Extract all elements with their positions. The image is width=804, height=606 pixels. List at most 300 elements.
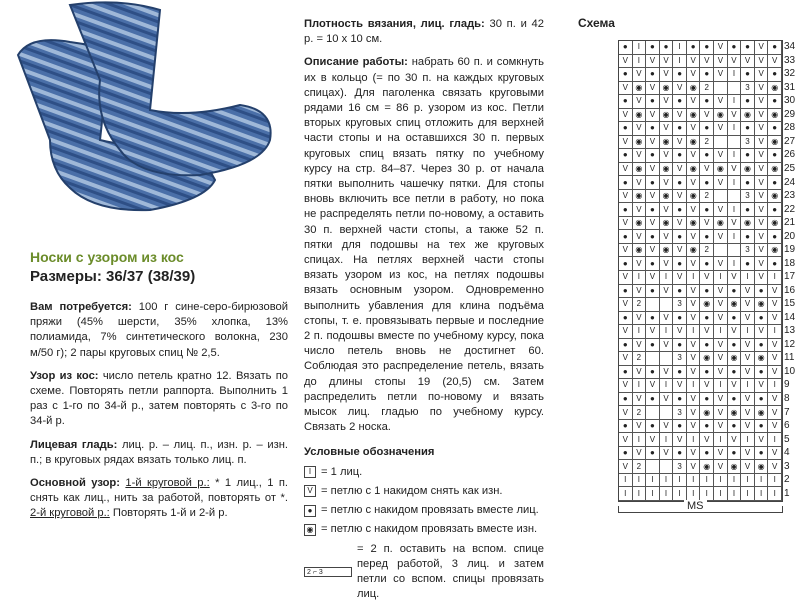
chart-cell: ● — [700, 95, 714, 109]
chart-cell: V — [700, 325, 714, 339]
chart-cell: V — [633, 366, 647, 380]
row-number: 32 — [784, 68, 796, 80]
chart-cell: I — [768, 433, 782, 447]
chart-cell: I — [687, 379, 701, 393]
chart-cell: ● — [728, 366, 742, 380]
chart-cell: V — [700, 271, 714, 285]
chart-cell: I — [633, 41, 647, 55]
chart-cell: I — [673, 41, 687, 55]
row-numbers — [784, 40, 804, 500]
chart-cell: ◉ — [700, 352, 714, 366]
chart-cell: I — [768, 487, 782, 501]
gauge: Плотность вязания, лиц. гладь: 30 п. и 42 р. = 10 x 10 см. — [304, 18, 544, 46]
chart-cell: I — [741, 474, 755, 488]
chart-cell: 2 — [633, 406, 647, 420]
chart-cell: V — [687, 285, 701, 299]
chart-cell: V — [619, 271, 633, 285]
chart-cell: V — [673, 244, 687, 258]
chart-cell: I — [660, 271, 674, 285]
chart-cell: ● — [700, 366, 714, 380]
chart-cell: ◉ — [768, 217, 782, 231]
chart-cell: ◉ — [633, 163, 647, 177]
chart-cell: ◉ — [660, 136, 674, 150]
chart-cell: V — [687, 393, 701, 407]
row-number: 34 — [784, 41, 796, 53]
chart-cell: ◉ — [768, 190, 782, 204]
chart-cell: V — [755, 149, 769, 163]
chart-cell: ● — [619, 420, 633, 434]
chart-cell: V — [741, 420, 755, 434]
chart-cell: I — [714, 325, 728, 339]
chart-cell: ● — [741, 176, 755, 190]
chart-cell — [646, 298, 660, 312]
chart-cell: V — [660, 68, 674, 82]
chart-cell: ● — [646, 447, 660, 461]
chart-cell: V — [714, 447, 728, 461]
chart-cell: I — [673, 55, 687, 69]
chart-cell: 3 — [673, 298, 687, 312]
chart-cell: V — [768, 393, 782, 407]
chart-cell: V — [646, 82, 660, 96]
row-number: 18 — [784, 257, 796, 269]
chart-cell: I — [728, 95, 742, 109]
chart-cell: ● — [741, 41, 755, 55]
chart-cell: ● — [673, 393, 687, 407]
chart-cell: V — [660, 230, 674, 244]
row-number: 27 — [784, 135, 796, 147]
row-number: 16 — [784, 284, 796, 296]
chart-cell: ● — [619, 149, 633, 163]
chart-cell: ◉ — [633, 82, 647, 96]
chart-cell: V — [646, 109, 660, 123]
chart-cell: V — [687, 257, 701, 271]
chart-cell: ● — [755, 339, 769, 353]
chart-cell: ● — [768, 68, 782, 82]
chart-cell: V — [687, 176, 701, 190]
chart-cell: V — [755, 55, 769, 69]
chart-cell: ◉ — [755, 460, 769, 474]
chart-cell: ● — [673, 339, 687, 353]
chart-cell: ● — [755, 312, 769, 326]
chart-cell: V — [714, 176, 728, 190]
row-number: 7 — [784, 406, 790, 418]
chart-cell — [660, 352, 674, 366]
chart-cell: 3 — [741, 136, 755, 150]
chart-cell: V — [714, 68, 728, 82]
row-number: 8 — [784, 393, 790, 405]
chart-cell: ◉ — [687, 163, 701, 177]
chart-cell: V — [660, 420, 674, 434]
chart-cell: V — [728, 379, 742, 393]
chart-cell: I — [728, 149, 742, 163]
chart-cell: 2 — [633, 460, 647, 474]
chart-cell: ◉ — [633, 109, 647, 123]
chart-cell: ● — [700, 339, 714, 353]
chart-cell: V — [660, 176, 674, 190]
chart-cell: I — [768, 474, 782, 488]
chart-cell: ● — [700, 203, 714, 217]
chart-cell: ● — [700, 176, 714, 190]
chart-cell: ● — [646, 95, 660, 109]
chart-cell: V — [673, 433, 687, 447]
legend-item — [304, 503, 544, 518]
chart-cell: 3 — [741, 190, 755, 204]
chart-cell: V — [687, 230, 701, 244]
chart-cell: ● — [700, 393, 714, 407]
chart-cell: ● — [700, 420, 714, 434]
chart-cell: V — [660, 257, 674, 271]
chart-cell: V — [633, 95, 647, 109]
chart-cell: ● — [673, 95, 687, 109]
chart-cell: V — [633, 122, 647, 136]
chart-cell: V — [660, 366, 674, 380]
chart-cell: ● — [768, 149, 782, 163]
chart-cell: V — [673, 271, 687, 285]
chart-cell: ● — [619, 122, 633, 136]
chart-cell: V — [741, 460, 755, 474]
chart-cell: ● — [673, 257, 687, 271]
chart-cell: V — [728, 271, 742, 285]
chart-cell: I — [687, 433, 701, 447]
chart-cell: I — [660, 325, 674, 339]
chart-cell: I — [768, 271, 782, 285]
chart-cell: I — [687, 487, 701, 501]
chart-cell: V — [660, 285, 674, 299]
chart-cell: V — [646, 325, 660, 339]
chart-cell — [646, 352, 660, 366]
chart-cell: V — [687, 55, 701, 69]
chart-cell: V — [673, 190, 687, 204]
row-number: 17 — [784, 271, 796, 283]
chart-cell: V — [700, 55, 714, 69]
legend-text: = петлю с 1 накидом снять как изн. — [321, 484, 503, 497]
chart-cell — [660, 406, 674, 420]
chart-cell: ● — [646, 68, 660, 82]
chart-cell: I — [755, 487, 769, 501]
chart-cell: V — [741, 406, 755, 420]
chart-cell: ● — [660, 41, 674, 55]
chart-cell: ◉ — [768, 136, 782, 150]
chart-cell: I — [633, 487, 647, 501]
row-number: 24 — [784, 176, 796, 188]
main-pattern: Основной узор: 1-й круговой р.: * 1 лиц., 1 п. снять как лиц., нить за работой, повторять от *. 2-й круговой р.: Повторять 1-й и 2-й р. — [30, 477, 288, 520]
chart-cell: ◉ — [741, 109, 755, 123]
chart-cell: V — [660, 55, 674, 69]
chart-cell: V — [768, 298, 782, 312]
chart-cell: V — [728, 433, 742, 447]
chart-cell: ● — [619, 285, 633, 299]
chart-cell: ◉ — [768, 163, 782, 177]
chart-cell: V — [755, 203, 769, 217]
chart-cell: V — [755, 244, 769, 258]
chart-cell: ● — [768, 257, 782, 271]
chart-cell: I — [687, 325, 701, 339]
row-number: 19 — [784, 244, 796, 256]
chart-cell: ● — [646, 122, 660, 136]
chart-cell: V — [619, 82, 633, 96]
chart-cell: V — [633, 230, 647, 244]
chart-cell: ◉ — [687, 190, 701, 204]
chart-cell: ● — [768, 230, 782, 244]
chart-cell: ● — [673, 312, 687, 326]
chart-cell: V — [619, 406, 633, 420]
chart-cell: V — [755, 82, 769, 96]
chart-cell: V — [741, 339, 755, 353]
chart-cell: V — [714, 298, 728, 312]
chart-cell: V — [660, 312, 674, 326]
legend-symbol-icon: ◉ — [304, 524, 316, 536]
chart-cell: V — [673, 136, 687, 150]
chart-cell: ◉ — [741, 163, 755, 177]
chart-cell: 2 — [700, 82, 714, 96]
chart-cell: V — [755, 190, 769, 204]
chart-cell: V — [755, 325, 769, 339]
legend-text: = петлю с накидом провязать вместе лиц. — [321, 504, 539, 517]
row-number: 22 — [784, 203, 796, 215]
chart-cell: V — [687, 406, 701, 420]
chart-cell: ● — [741, 95, 755, 109]
chart-cell: I — [619, 487, 633, 501]
chart-cell — [714, 136, 728, 150]
chart-cell: V — [633, 149, 647, 163]
chart-cell: ● — [673, 176, 687, 190]
chart-cell: V — [619, 55, 633, 69]
chart-cell: V — [755, 176, 769, 190]
chart-cell: V — [619, 379, 633, 393]
legend-symbol-icon: I — [304, 466, 316, 478]
chart-cell: I — [660, 474, 674, 488]
chart-cell: ◉ — [714, 109, 728, 123]
chart-cell: I — [714, 433, 728, 447]
chart-cell: V — [633, 447, 647, 461]
chart-cell: ● — [673, 285, 687, 299]
chart-cell — [728, 190, 742, 204]
chart-cell: ● — [741, 257, 755, 271]
schema-title: Схема — [578, 16, 615, 30]
chart-cell: ● — [646, 230, 660, 244]
chart-cell: V — [741, 352, 755, 366]
chart-cell: V — [660, 203, 674, 217]
chart-cell: I — [633, 271, 647, 285]
legend-item — [304, 484, 544, 499]
chart-cell: ● — [646, 366, 660, 380]
chart-cell: ● — [619, 312, 633, 326]
chart-cell: V — [687, 352, 701, 366]
chart-cell — [660, 298, 674, 312]
chart-cell: V — [755, 217, 769, 231]
chart-cell: V — [768, 352, 782, 366]
chart-cell: V — [646, 163, 660, 177]
row-number: 3 — [784, 460, 790, 472]
row-number: 21 — [784, 217, 796, 229]
chart-cell: I — [646, 474, 660, 488]
middle-column — [304, 17, 544, 606]
chart-cell: V — [619, 190, 633, 204]
row-number: 29 — [784, 108, 796, 120]
chart-cell: ◉ — [660, 244, 674, 258]
sizes: Размеры: 36/37 (38/39) — [30, 268, 196, 285]
chart-cell: V — [619, 136, 633, 150]
chart-cell: ● — [728, 420, 742, 434]
row-number: 14 — [784, 311, 796, 323]
chart-cell: V — [660, 149, 674, 163]
chart-cell: V — [619, 244, 633, 258]
chart-cell: ◉ — [687, 136, 701, 150]
chart-cell: V — [714, 339, 728, 353]
chart-cell: V — [619, 163, 633, 177]
chart-cell: I — [633, 379, 647, 393]
chart-cell — [714, 190, 728, 204]
chart-cell: V — [619, 217, 633, 231]
chart-cell: V — [728, 109, 742, 123]
chart-cell: I — [741, 325, 755, 339]
chart-cell: ● — [768, 176, 782, 190]
chart-cell: ◉ — [633, 136, 647, 150]
chart-cell: I — [700, 487, 714, 501]
chart-cell: V — [633, 176, 647, 190]
chart-cell: ● — [673, 447, 687, 461]
chart-cell: V — [755, 122, 769, 136]
chart-cell: I — [619, 474, 633, 488]
chart-cell: V — [728, 163, 742, 177]
chart-cell: ◉ — [660, 109, 674, 123]
chart-cell: 2 — [700, 190, 714, 204]
chart-cell: ● — [619, 176, 633, 190]
chart-cell: ● — [646, 393, 660, 407]
chart-cell: ◉ — [755, 406, 769, 420]
chart-cell: V — [741, 366, 755, 380]
chart-cell — [646, 406, 660, 420]
chart-cell: ◉ — [633, 217, 647, 231]
chart-cell: 3 — [673, 406, 687, 420]
chart-cell: V — [619, 460, 633, 474]
row-number: 23 — [784, 190, 796, 202]
chart-cell: V — [687, 122, 701, 136]
chart-cell: ● — [619, 68, 633, 82]
chart-cell: V — [687, 312, 701, 326]
legend-text: = 2 п. оставить на вспом. спице перед работой, 3 лиц. и затем петли со вспом. спицы провязать лиц. — [357, 542, 544, 601]
chart-cell: V — [700, 109, 714, 123]
chart-cell: V — [619, 325, 633, 339]
chart-cell: V — [714, 285, 728, 299]
chart-cell: ◉ — [768, 109, 782, 123]
knitting-chart — [618, 40, 783, 502]
chart-cell: V — [619, 433, 633, 447]
socks-photo — [0, 0, 290, 250]
chart-cell: I — [728, 122, 742, 136]
row-number: 15 — [784, 298, 796, 310]
chart-cell: V — [768, 366, 782, 380]
chart-cell: 2 — [633, 298, 647, 312]
row-number: 9 — [784, 379, 790, 391]
legend-text: = петлю с накидом провязать вместе изн. — [321, 523, 538, 536]
chart-cell: V — [619, 109, 633, 123]
chart-cell: V — [755, 163, 769, 177]
chart-cell: I — [741, 379, 755, 393]
chart-cell: V — [646, 244, 660, 258]
chart-cell: ● — [646, 339, 660, 353]
chart-cell: I — [768, 325, 782, 339]
chart-cell: ● — [728, 41, 742, 55]
chart-cell: I — [633, 55, 647, 69]
chart-cell: V — [687, 447, 701, 461]
chart-cell: ● — [755, 393, 769, 407]
legend-symbol-icon: ● — [304, 505, 316, 517]
chart-cell: V — [700, 379, 714, 393]
chart-cell: V — [646, 190, 660, 204]
chart-cell: V — [755, 257, 769, 271]
chart-cell: ◉ — [660, 163, 674, 177]
chart-cell: ● — [619, 339, 633, 353]
chart-cell: V — [714, 149, 728, 163]
chart-cell: V — [700, 163, 714, 177]
chart-cell: V — [728, 55, 742, 69]
row-number: 5 — [784, 433, 790, 445]
chart-cell: V — [714, 230, 728, 244]
chart-cell: I — [741, 433, 755, 447]
row-number: 28 — [784, 122, 796, 134]
chart-cell: V — [755, 379, 769, 393]
chart-cell: ● — [700, 312, 714, 326]
chart-cell: ● — [646, 420, 660, 434]
chart-cell: ● — [646, 285, 660, 299]
chart-cell: V — [768, 460, 782, 474]
row-number: 25 — [784, 163, 796, 175]
row-number: 10 — [784, 365, 796, 377]
chart-cell: V — [619, 298, 633, 312]
chart-cell: I — [700, 474, 714, 488]
chart-cell: V — [768, 285, 782, 299]
chart-cell: V — [700, 217, 714, 231]
chart-cell: ● — [673, 420, 687, 434]
chart-cell: I — [714, 487, 728, 501]
chart-cell: ● — [700, 122, 714, 136]
chart-cell: ◉ — [687, 82, 701, 96]
chart-cell: ● — [768, 41, 782, 55]
chart-cell: V — [714, 352, 728, 366]
chart-cell: ● — [673, 68, 687, 82]
chart-cell: V — [714, 95, 728, 109]
chart-cell: V — [660, 95, 674, 109]
chart-cell: ◉ — [728, 460, 742, 474]
chart-cell: I — [728, 474, 742, 488]
row-number: 31 — [784, 81, 796, 93]
chart-cell: V — [741, 298, 755, 312]
chart-cell: ● — [700, 230, 714, 244]
chart-cell: V — [673, 163, 687, 177]
chart-cell: ● — [646, 149, 660, 163]
chart-cell: V — [646, 217, 660, 231]
chart-cell: V — [714, 366, 728, 380]
chart-cell: ◉ — [633, 244, 647, 258]
legend-item — [304, 542, 544, 603]
chart-cell — [714, 82, 728, 96]
chart-cell: V — [714, 122, 728, 136]
chart-cell: I — [687, 474, 701, 488]
chart-cell: I — [741, 487, 755, 501]
chart-cell: ● — [700, 149, 714, 163]
chart-cell: V — [687, 366, 701, 380]
chart-cell — [646, 460, 660, 474]
chart-cell: 3 — [741, 244, 755, 258]
pattern-title: Носки с узором из кос — [30, 249, 184, 265]
chart-cell: V — [633, 339, 647, 353]
left-column — [30, 248, 288, 530]
chart-cell: V — [673, 82, 687, 96]
chart-cell: ● — [700, 257, 714, 271]
chart-cell: ● — [619, 95, 633, 109]
row-number: 26 — [784, 149, 796, 161]
